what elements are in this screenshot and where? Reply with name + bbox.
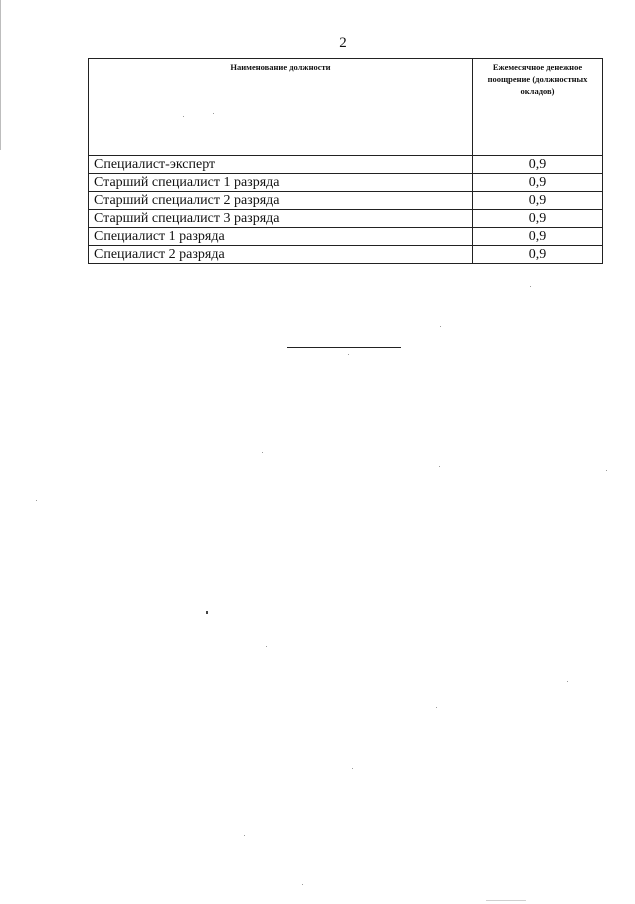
scan-speck [567,681,568,682]
positions-table [88,58,603,264]
scan-speck [352,768,353,769]
scan-speck [36,500,37,501]
table-row [89,156,603,174]
position-name: Специалист-эксперт [89,156,473,174]
bonus-value: 0,9 [473,246,603,264]
scan-speck [606,470,607,471]
scan-speck [206,611,208,614]
bonus-value: 0,9 [473,156,603,174]
table-row [89,192,603,210]
scan-speck [439,466,440,467]
table-row [89,246,603,264]
scan-speck [440,326,441,327]
scan-speck [348,354,349,355]
header-position: Наименование должности [89,59,473,156]
bonus-value: 0,9 [473,210,603,228]
page-number: 2 [339,35,347,51]
position-name: Старший специалист 3 разряда [89,210,473,228]
position-name: Старший специалист 2 разряда [89,192,473,210]
scan-speck [183,116,184,117]
table-row [89,210,603,228]
scan-speck [530,286,531,287]
position-name: Специалист 2 разряда [89,246,473,264]
header-bonus: Ежемесячное денежное поощрение (должностных окладов) [473,59,603,156]
position-name: Специалист 1 разряда [89,228,473,246]
scan-speck [436,707,437,708]
position-name: Старший специалист 1 разряда [89,174,473,192]
scan-speck [244,835,245,836]
table-row [89,174,603,192]
scan-speck [266,646,267,647]
bonus-value: 0,9 [473,192,603,210]
scan-speck [262,452,263,453]
scan-edge-shadow [0,0,1,150]
table-row [89,228,603,246]
table-header-row [89,59,603,156]
scan-speck [213,113,214,114]
end-of-document-line [287,347,401,348]
bonus-value: 0,9 [473,174,603,192]
bonus-value: 0,9 [473,228,603,246]
scan-speck [302,884,303,885]
scan-speck [486,900,526,901]
